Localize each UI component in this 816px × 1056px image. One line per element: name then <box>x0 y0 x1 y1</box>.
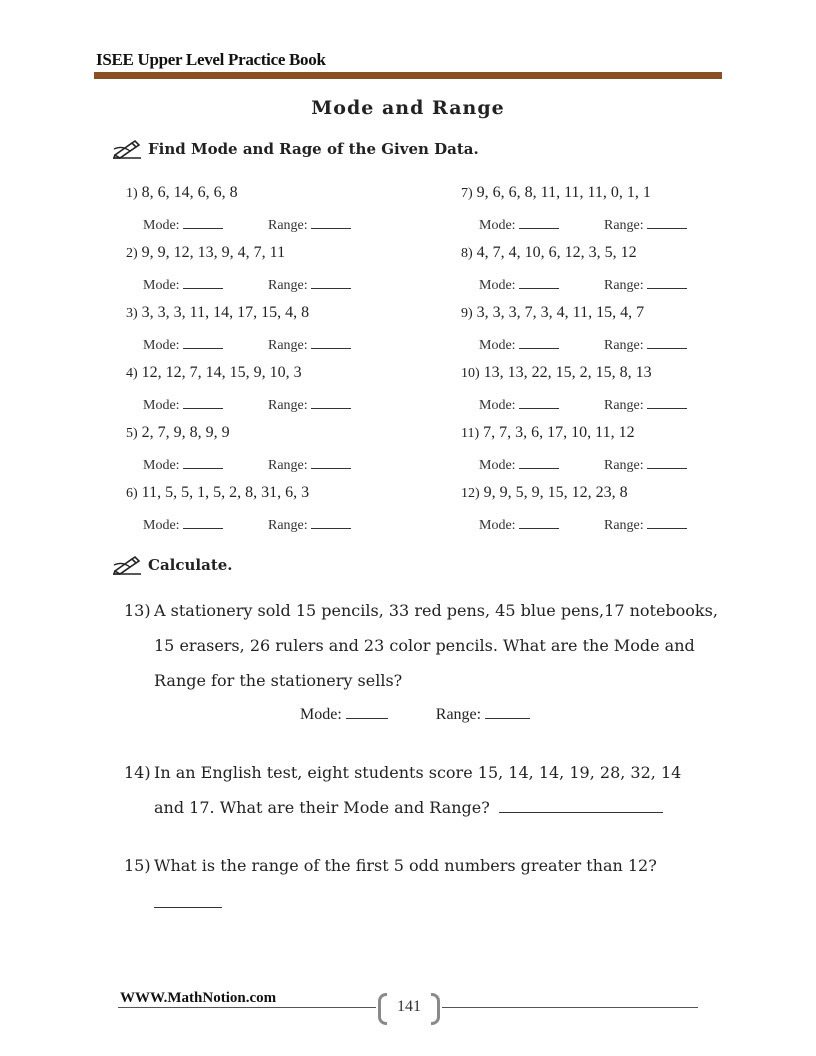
problem-data: 9, 9, 5, 9, 15, 12, 23, 8 <box>483 484 628 501</box>
range-blank[interactable] <box>647 395 687 409</box>
range-blank[interactable] <box>311 275 351 289</box>
range-label: Range: <box>604 278 644 293</box>
range-blank[interactable] <box>647 455 687 469</box>
problem-number: 4) <box>126 366 138 381</box>
range-label: Range: <box>435 706 482 723</box>
range-blank[interactable] <box>647 275 687 289</box>
problem-data: 12, 12, 7, 14, 15, 9, 10, 3 <box>141 364 302 381</box>
range-blank[interactable] <box>311 335 351 349</box>
page-number-box <box>378 993 440 1021</box>
mode-blank[interactable] <box>183 215 223 229</box>
footer-rule-right <box>442 1007 698 1008</box>
footer-rule-left <box>118 1007 376 1008</box>
problem-data: 7, 7, 3, 6, 17, 10, 11, 12 <box>483 424 635 441</box>
range-blank[interactable] <box>647 515 687 529</box>
pencil-icon <box>112 555 142 575</box>
range-label: Range: <box>604 338 644 353</box>
bracket-left-icon <box>378 993 387 1025</box>
range-label: Range: <box>268 518 308 533</box>
problem-number: 2) <box>126 246 138 261</box>
range-label: Range: <box>268 218 308 233</box>
mode-label: Mode: <box>479 278 516 293</box>
mode-blank[interactable] <box>183 335 223 349</box>
problem-number: 8) <box>461 246 473 261</box>
word-problem-14 <box>124 755 694 825</box>
problem-data: 13, 13, 22, 15, 2, 15, 8, 13 <box>483 364 652 381</box>
word-problem-15 <box>124 848 719 883</box>
answer-blank[interactable] <box>499 799 663 813</box>
problem-data: 3, 3, 3, 7, 3, 4, 11, 15, 4, 7 <box>476 304 645 321</box>
mode-label: Mode: <box>143 278 180 293</box>
mode-label: Mode: <box>479 398 516 413</box>
mode-blank[interactable] <box>519 215 559 229</box>
problem-number: 5) <box>126 426 138 441</box>
problem-number: 12) <box>461 486 480 501</box>
mode-label: Mode: <box>479 518 516 533</box>
problem-number: 10) <box>461 366 480 381</box>
mode-label: Mode: <box>479 338 516 353</box>
range-label: Range: <box>604 398 644 413</box>
mode-label: Mode: <box>479 218 516 233</box>
section1-heading-text: Find Mode and Rage of the Given Data. <box>148 140 479 158</box>
mode-blank[interactable] <box>183 455 223 469</box>
mode-label: Mode: <box>143 338 180 353</box>
section1-heading <box>112 139 479 159</box>
problem-number: 6) <box>126 486 138 501</box>
word-problem-13 <box>124 593 719 698</box>
problem-number: 9) <box>461 306 473 321</box>
mode-blank[interactable] <box>346 705 388 719</box>
problem-number: 3) <box>126 306 138 321</box>
problem-number: 1) <box>126 186 138 201</box>
mode-label: Mode: <box>143 458 180 473</box>
problem-13-answers <box>300 705 530 724</box>
section2-heading <box>112 555 233 575</box>
problem-data: 8, 6, 14, 6, 6, 8 <box>141 184 238 201</box>
problem-text: A stationery sold 15 pencils, 33 red pens, 45 blue pens,17 notebooks, 15 erasers, 26 rulers and 23 color pencils. What are the Mode and Range for the stationery sells? <box>154 601 718 690</box>
range-blank[interactable] <box>311 515 351 529</box>
range-label: Range: <box>268 458 308 473</box>
range-blank[interactable] <box>311 455 351 469</box>
range-label: Range: <box>604 458 644 473</box>
problem-number: 7) <box>461 186 473 201</box>
bracket-right-icon <box>431 993 440 1025</box>
mode-label: Mode: <box>143 398 180 413</box>
problem-data: 4, 7, 4, 10, 6, 12, 3, 5, 12 <box>476 244 637 261</box>
problem-data: 2, 7, 9, 8, 9, 9 <box>141 424 230 441</box>
range-label: Range: <box>604 518 644 533</box>
range-blank[interactable] <box>311 215 351 229</box>
page-number: 141 <box>397 998 421 1015</box>
pencil-icon <box>112 139 142 159</box>
footer-website: WWW.MathNotion.com <box>120 990 277 1006</box>
problem-number: 13) <box>124 601 151 620</box>
problem-number: 14) <box>124 763 151 782</box>
mode-blank[interactable] <box>183 395 223 409</box>
mode-label: Mode: <box>143 518 180 533</box>
problem-data: 9, 9, 12, 13, 9, 4, 7, 11 <box>141 244 286 261</box>
mode-label: Mode: <box>300 706 342 723</box>
mode-label: Mode: <box>479 458 516 473</box>
header-rule <box>94 72 722 79</box>
mode-blank[interactable] <box>519 275 559 289</box>
problem-data: 3, 3, 3, 11, 14, 17, 15, 4, 8 <box>141 304 310 321</box>
problem-text: In an English test, eight students score 15, 14, 14, 19, 28, 32, 14 and 17. What are their Mode and Range? <box>154 763 682 817</box>
mode-blank[interactable] <box>519 395 559 409</box>
answer-blank[interactable] <box>154 894 222 908</box>
problem-number: 15) <box>124 856 151 875</box>
mode-blank[interactable] <box>183 275 223 289</box>
range-blank[interactable] <box>311 395 351 409</box>
range-label: Range: <box>268 338 308 353</box>
mode-blank[interactable] <box>519 515 559 529</box>
problem-data: 9, 6, 6, 8, 11, 11, 11, 0, 1, 1 <box>476 184 651 201</box>
range-label: Range: <box>268 278 308 293</box>
mode-blank[interactable] <box>183 515 223 529</box>
page-title: Mode and Range <box>311 97 505 119</box>
mode-label: Mode: <box>143 218 180 233</box>
problem-text: What is the range of the first 5 odd numbers greater than 12? <box>154 856 657 875</box>
book-title: ISEE Upper Level Practice Book <box>96 50 326 69</box>
range-label: Range: <box>268 398 308 413</box>
mode-blank[interactable] <box>519 455 559 469</box>
problem-number: 11) <box>461 426 480 441</box>
mode-blank[interactable] <box>519 335 559 349</box>
range-blank[interactable] <box>647 215 687 229</box>
range-blank[interactable] <box>647 335 687 349</box>
range-label: Range: <box>604 218 644 233</box>
range-blank[interactable] <box>485 705 530 719</box>
section2-heading-text: Calculate. <box>148 556 233 574</box>
problem-data: 11, 5, 5, 1, 5, 2, 8, 31, 6, 3 <box>141 484 310 501</box>
